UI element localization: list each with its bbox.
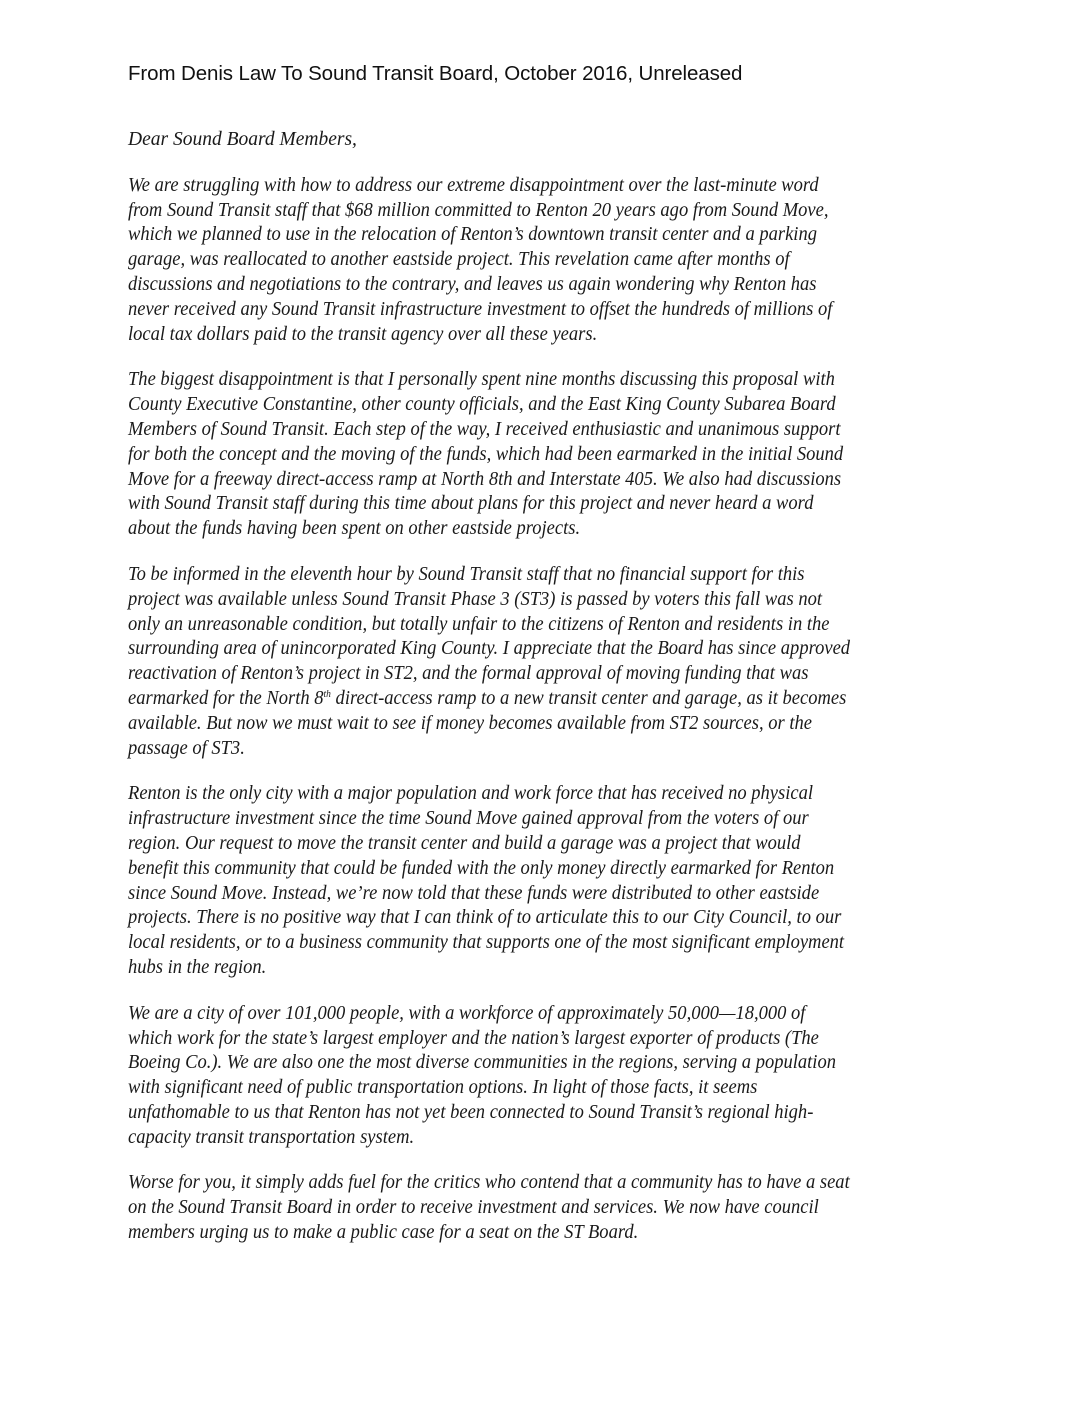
paragraph-5 <box>128 1002 1008 1151</box>
text-line: Renton is the only city with a major population and work force that has received no physical <box>128 783 813 805</box>
paragraph-3 <box>128 563 1008 761</box>
text-line: discussions and negotiations to the contrary, and leaves us again wondering why Renton has <box>128 273 817 295</box>
text-line: capacity transit transportation system. <box>128 1126 415 1148</box>
text-line: Boeing Co.). We are also one the most diverse communities in the regions, serving a population <box>128 1052 836 1074</box>
text-line: which work for the state’s largest employer and the nation’s largest exporter of products (The <box>128 1027 819 1049</box>
text-line-with-superscript <box>128 687 964 712</box>
text-line: local tax dollars paid to the transit agency over all these years. <box>128 323 598 345</box>
text-line: hubs in the region. <box>128 956 267 978</box>
ordinal-superscript: th <box>323 688 331 700</box>
text-line: garage, was reallocated to another eastside project. This revelation came after months of <box>128 249 790 271</box>
text-line: never received any Sound Transit infrastructure investment to offset the hundreds of millions of <box>128 298 833 320</box>
text-line: about the funds having been spent on other eastside projects. <box>128 518 581 540</box>
text-line: on the Sound Transit Board in order to receive investment and services. We now have council <box>128 1197 819 1219</box>
text-line: infrastructure investment since the time Sound Move gained approval from the voters of our <box>128 808 809 830</box>
document-header: From Denis Law To Sound Transit Board, October 2016, Unreleased <box>128 62 743 85</box>
paragraph-6 <box>128 1171 1008 1245</box>
text-line: reactivation of Renton’s project in ST2, and the formal approval of moving funding that was <box>128 663 809 685</box>
text-line: surrounding area of unincorporated King County. I appreciate that the Board has since approved <box>128 638 851 660</box>
text-line: Members of Sound Transit. Each step of the way, I received enthusiastic and unanimous support <box>128 418 841 440</box>
text-line: County Executive Constantine, other county officials, and the East King County Subarea Board <box>128 394 836 416</box>
text-fragment: earmarked for the North 8 <box>128 687 324 709</box>
text-line: with significant need of public transportation options. In light of those facts, it seems <box>128 1077 758 1099</box>
salutation: Dear Sound Board Members, <box>128 129 357 150</box>
text-line: which we planned to use in the relocation of Renton’s downtown transit center and a parking <box>128 224 817 246</box>
text-line: region. Our request to move the transit center and build a garage was a project that would <box>128 832 801 854</box>
text-line: benefit this community that could be funded with the only money directly earmarked for Renton <box>128 857 835 879</box>
text-line: for both the concept and the moving of the funds, which had been earmarked in the initial Sound <box>128 443 844 465</box>
text-line: To be informed in the eleventh hour by Sound Transit staff that no financial support for this <box>128 563 805 585</box>
text-fragment: direct-access ramp to a new transit center and garage, as it becomes <box>330 687 847 709</box>
text-line: The biggest disappointment is that I personally spent nine months discussing this proposal with <box>128 369 835 391</box>
text-line: from Sound Transit staff that $68 million committed to Renton 20 years ago from Sound Move, <box>128 199 829 221</box>
text-line: only an unreasonable condition, but totally unfair to the citizens of Renton and residents in the <box>128 613 830 635</box>
text-line: members urging us to make a public case for a seat on the ST Board. <box>128 1222 639 1244</box>
paragraph-4 <box>128 782 1008 980</box>
paragraph-1 <box>128 174 1008 348</box>
text-line: with Sound Transit staff during this time about plans for this project and never heard a word <box>128 493 814 515</box>
text-line: unfathomable to us that Renton has not yet been connected to Sound Transit’s regional high- <box>128 1101 814 1123</box>
text-line: We are a city of over 101,000 people, with a workforce of approximately 50,000—18,000 of <box>128 1002 806 1024</box>
text-line: local residents, or to a business community that supports one of the most significant employment <box>128 932 845 954</box>
text-line: projects. There is no positive way that I can think of to articulate this to our City Council, to our <box>128 907 842 929</box>
text-line: project was available unless Sound Transit Phase 3 (ST3) is passed by voters this fall was not <box>128 588 823 610</box>
text-line: We are struggling with how to address our extreme disappointment over the last-minute word <box>128 174 819 196</box>
text-line: since Sound Move. Instead, we’re now told that these funds were distributed to other eastside <box>128 882 820 904</box>
text-line: Move for a freeway direct-access ramp at North 8th and Interstate 405. We also had discussions <box>128 468 842 490</box>
paragraph-2 <box>128 368 1008 542</box>
text-line: available. But now we must wait to see if money becomes available from ST2 sources, or the <box>128 712 812 734</box>
letter-body <box>128 128 1008 1267</box>
text-line: Worse for you, it simply adds fuel for the critics who contend that a community has to have a seat <box>128 1172 850 1194</box>
text-line: passage of ST3. <box>128 737 245 759</box>
